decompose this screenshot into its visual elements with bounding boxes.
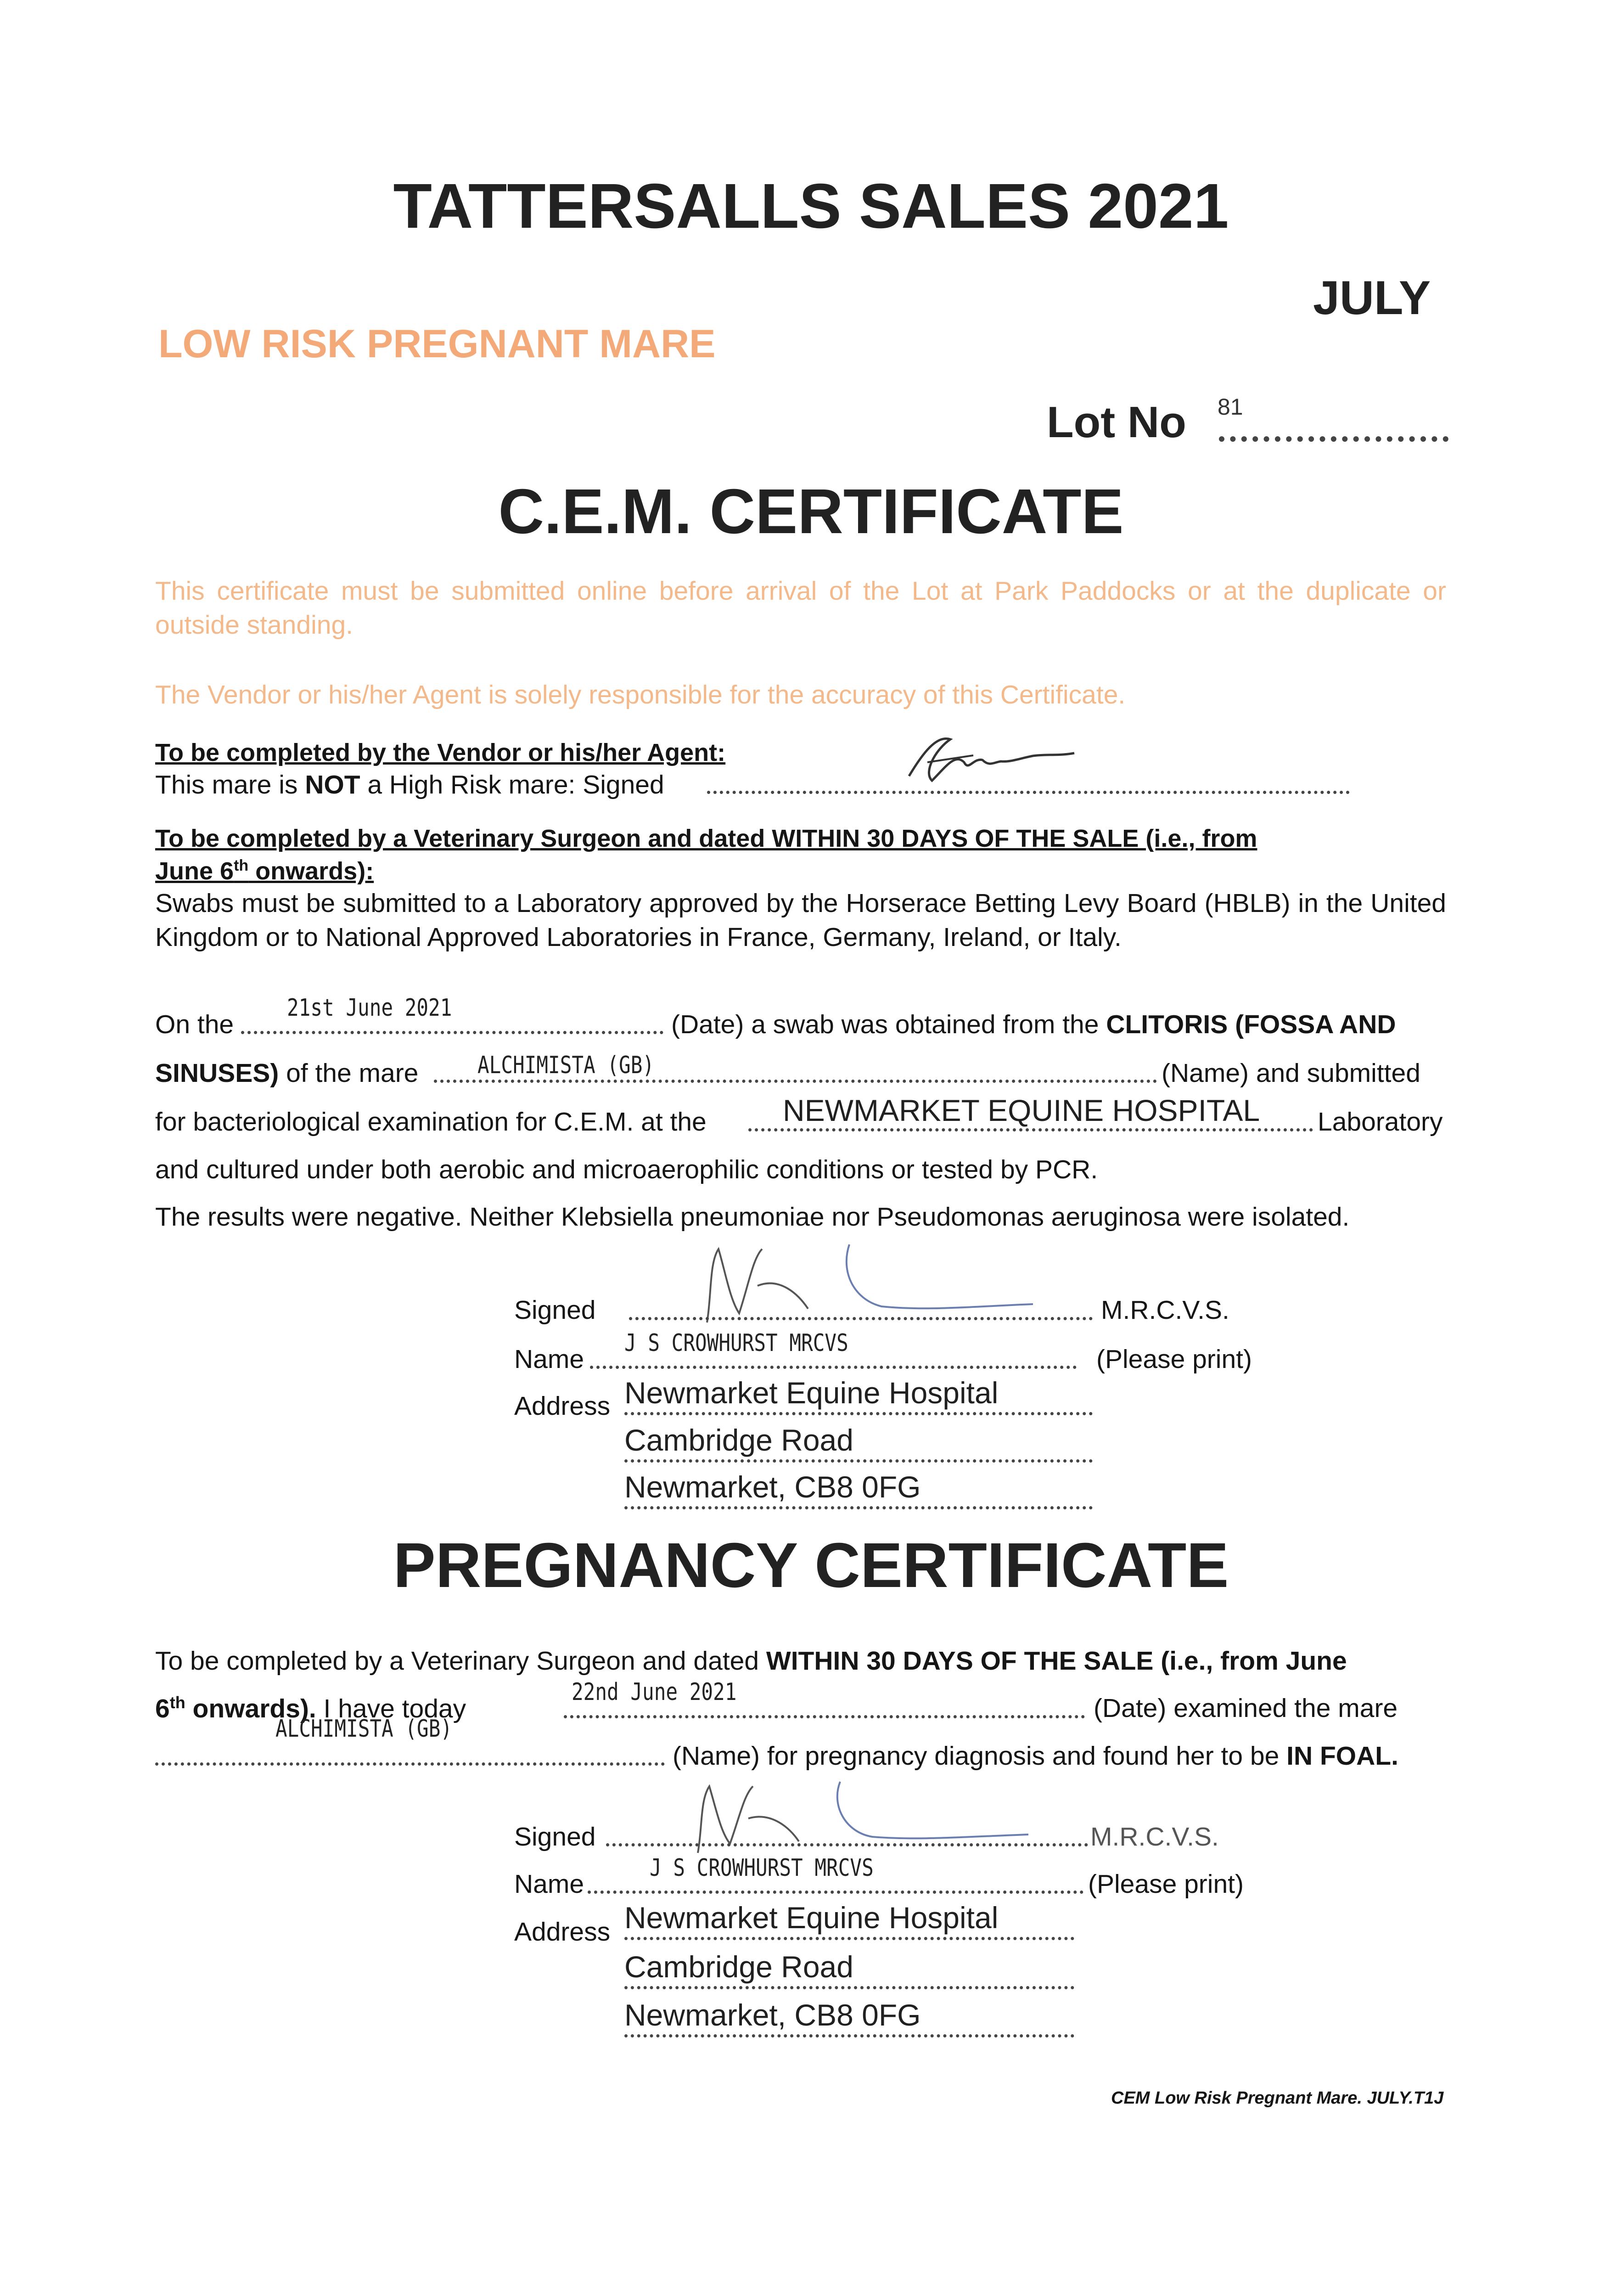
cem-mrcvs: M.R.C.V.S. <box>1101 1295 1229 1325</box>
pregnancy-signed-line <box>606 1843 1088 1846</box>
name-submitted-text: (Name) and submitted <box>1162 1058 1420 1088</box>
laboratory-label: Laboratory <box>1318 1107 1443 1137</box>
pregnancy-line1 <box>155 1645 1347 1677</box>
cem-signed-line <box>629 1317 1093 1320</box>
sinuses-line <box>155 1057 418 1090</box>
cem-vet-signature-image <box>689 1231 1102 1332</box>
cem-name-label: Name <box>514 1345 584 1374</box>
vendor-statement-end: a High Risk mare: Signed <box>360 770 664 799</box>
cem-certificate-title: C.E.M. CERTIFICATE <box>498 476 1124 547</box>
cultured-text: and cultured under both aerobic and microaerophilic conditions or tested by PCR. <box>155 1155 1098 1184</box>
pregnancy-name-line <box>588 1891 1083 1894</box>
swab-sentence <box>671 1008 1396 1041</box>
bacteriological-text: for bacteriological examination for C.E.M. at the <box>155 1107 707 1137</box>
vendor-statement <box>155 770 664 800</box>
risk-category: LOW RISK PREGNANT MARE <box>158 322 716 366</box>
exam-date-line <box>564 1715 1085 1718</box>
pregnancy-address-line1: Newmarket Equine Hospital <box>624 1901 999 1935</box>
sinuses-text: SINUSES) <box>155 1058 279 1088</box>
vet-heading-june: June 6 <box>155 857 234 885</box>
in-foal-text: IN FOAL. <box>1286 1741 1398 1771</box>
pregnancy-address-line2: Cambridge Road <box>624 1950 853 1984</box>
lot-dotted-line <box>1219 436 1448 442</box>
clitoris-text: CLITORIS (FOSSA AND <box>1106 1010 1396 1039</box>
results-text: The results were negative. Neither Klebsiella pneumoniae nor Pseudomonas aeruginosa were isolated. <box>155 1202 1350 1232</box>
lot-number: 81 <box>1218 394 1243 420</box>
cem-address-line2-dots <box>624 1459 1093 1463</box>
pregnancy-line2-6: 6 <box>155 1694 170 1723</box>
swab-date: 21st June 2021 <box>287 994 452 1022</box>
pregnancy-address-line2-dots <box>624 1986 1074 1989</box>
cem-name-line <box>590 1366 1077 1369</box>
laboratory-line <box>748 1128 1313 1131</box>
vendor-section-heading: To be completed by the Vendor or his/her Agent: <box>155 739 726 766</box>
pregnancy-vet-name: J S CROWHURST MRCVS <box>650 1854 874 1882</box>
pregnancy-mare-name-line <box>155 1762 665 1766</box>
cem-address-label: Address <box>514 1391 611 1421</box>
swabs-instructions: Swabs must be submitted to a Laboratory approved by the Horserace Betting Levy Board (HBLB) in the United Kingdom or to National Approved Laboratories in France, Germany, Ireland, or Italy. <box>155 889 1446 952</box>
cem-please-print: (Please print) <box>1096 1345 1252 1374</box>
vet-heading-onwards: onwards): <box>248 857 374 885</box>
pregnancy-name-label: Name <box>514 1869 584 1899</box>
pregnancy-line2-sup: th <box>169 1693 185 1712</box>
form-code: CEM Low Risk Pregnant Mare. JULY.T1J <box>1111 2088 1444 2108</box>
pregnancy-please-print: (Please print) <box>1088 1869 1244 1899</box>
cem-mare-name: ALCHIMISTA (GB) <box>477 1052 655 1079</box>
cem-address-line2: Cambridge Road <box>624 1423 853 1457</box>
pregnancy-line2-end: (Date) examined the mare <box>1094 1694 1398 1723</box>
laboratory-name: NEWMARKET EQUINE HOSPITAL <box>783 1093 1260 1127</box>
cem-address-line3-dots <box>624 1506 1093 1509</box>
submission-notice: This certificate must be submitted online before arrival of the Lot at Park Paddocks or at the duplicate or outside standing. <box>155 576 1446 640</box>
lot-label: Lot No <box>1047 398 1186 447</box>
pregnancy-signed-label: Signed <box>514 1822 596 1851</box>
vet-section-heading-line2 <box>155 857 374 885</box>
sale-month: JULY <box>1313 271 1431 325</box>
vendor-statement-start: This mare is <box>155 770 305 799</box>
pregnancy-address-line1-dots <box>624 1937 1074 1940</box>
swab-date-line <box>241 1031 663 1034</box>
cem-address-line1-dots <box>624 1412 1093 1415</box>
vet-section-heading-line1: To be completed by a Veterinary Surgeon and dated WITHIN 30 DAYS OF THE SALE (i.e., from <box>155 825 1257 852</box>
not-emphasis: NOT <box>305 770 360 799</box>
pregnancy-mare-name: ALCHIMISTA (GB) <box>275 1715 453 1743</box>
cem-address-line1: Newmarket Equine Hospital <box>624 1376 999 1410</box>
exam-date: 22nd June 2021 <box>572 1678 737 1706</box>
on-the-label: On the <box>155 1010 234 1039</box>
pregnancy-address-label: Address <box>514 1917 611 1947</box>
cem-address-line3: Newmarket, CB8 0FG <box>624 1470 921 1504</box>
responsibility-notice: The Vendor or his/her Agent is solely responsible for the accuracy of this Certificate. <box>155 680 1126 709</box>
pregnancy-line2-today: I have today <box>316 1694 466 1723</box>
pregnancy-address-line3-dots <box>624 2034 1074 2037</box>
date-obtained-text: (Date) a swab was obtained from the <box>671 1010 1106 1039</box>
pregnancy-line2-onwards: onwards). <box>185 1694 316 1723</box>
cem-signed-label: Signed <box>514 1295 596 1325</box>
pregnancy-line3-start: (Name) for pregnancy diagnosis and found her to be <box>673 1741 1287 1771</box>
pregnancy-certificate-title: PREGNANCY CERTIFICATE <box>393 1530 1229 1601</box>
document-title: TATTERSALLS SALES 2021 <box>393 171 1229 242</box>
pregnancy-line1-start: To be completed by a Veterinary Surgeon and dated <box>155 1646 766 1676</box>
cem-vet-name: J S CROWHURST MRCVS <box>624 1329 848 1357</box>
vet-heading-sup: th <box>234 857 249 874</box>
mare-name-line <box>434 1080 1157 1083</box>
pregnancy-line1-bold: WITHIN 30 DAYS OF THE SALE (i.e., from June <box>766 1646 1347 1676</box>
vendor-signature-image <box>895 726 1088 794</box>
pregnancy-mrcvs: M.R.C.V.S. <box>1090 1822 1219 1851</box>
of-the-mare-text: of the mare <box>279 1058 419 1088</box>
pregnancy-address-line3: Newmarket, CB8 0FG <box>624 1998 921 2032</box>
